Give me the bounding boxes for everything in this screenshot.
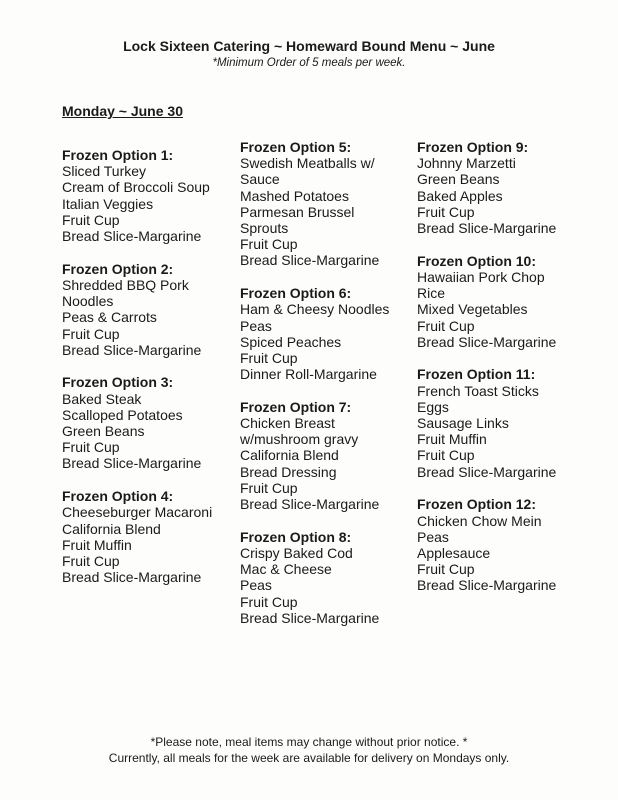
- menu-item: Ham & Cheesy Noodles: [240, 301, 390, 318]
- menu-item: Bread Slice-Margarine: [417, 220, 557, 237]
- minimum-order-note: *Minimum Order of 5 meals per week.: [212, 57, 406, 69]
- menu-item: Fruit Cup: [240, 236, 298, 253]
- menu-item: Sausage Links: [417, 415, 509, 432]
- menu-item: Fruit Cup: [417, 561, 475, 578]
- menu-item: Bread Slice-Margarine: [62, 228, 202, 245]
- menu-date-heading: Monday ~ June 30: [62, 103, 183, 119]
- menu-item: Fruit Cup: [62, 325, 120, 342]
- menu-column-3: [417, 139, 592, 610]
- menu-item: Mashed Potatoes: [240, 187, 349, 204]
- menu-item: Sliced Turkey: [62, 163, 147, 180]
- menu-item: Fruit Cup: [62, 211, 120, 228]
- menu-item: Green Beans: [417, 171, 500, 188]
- frozen-option: [62, 374, 237, 471]
- menu-item: Shredded BBQ Pork: [62, 276, 189, 293]
- page-title: Lock Sixteen Catering ~ Homeward Bound Menu ~ June: [123, 38, 495, 54]
- menu-item: Bread Slice-Margarine: [240, 609, 380, 626]
- frozen-option: [417, 496, 592, 593]
- menu-item: Peas & Carrots: [62, 309, 157, 326]
- menu-item: Spiced Peaches: [240, 333, 342, 350]
- menu-item: California Blend: [62, 520, 161, 537]
- frozen-option: [240, 399, 415, 512]
- frozen-option-title: Frozen Option 10:: [417, 252, 536, 269]
- menu-item: Rice: [417, 285, 446, 302]
- frozen-option-title: Frozen Option 4:: [62, 488, 174, 505]
- menu-item: Eggs: [417, 398, 449, 415]
- frozen-option-title: Frozen Option 6:: [240, 285, 352, 302]
- menu-item: Fruit Cup: [417, 447, 475, 464]
- menu-item: Johnny Marzetti: [417, 155, 516, 172]
- menu-item: Fruit Cup: [62, 552, 120, 569]
- menu-item: w/mushroom gravy: [240, 431, 359, 448]
- menu-item: Noodles: [62, 293, 114, 310]
- menu-item: Bread Slice-Margarine: [62, 569, 202, 586]
- frozen-option: [240, 529, 415, 626]
- frozen-option-title: Frozen Option 11:: [417, 366, 536, 383]
- menu-item: Parmesan Brussel: [240, 203, 355, 220]
- menu-column-1: [62, 147, 237, 602]
- menu-item: Fruit Cup: [240, 479, 298, 496]
- menu-item: California Blend: [240, 447, 339, 464]
- menu-item: Cream of Broccoli Soup: [62, 179, 210, 196]
- menu-item: Cheeseburger Macaroni: [62, 504, 213, 521]
- menu-item: Fruit Cup: [417, 203, 475, 220]
- menu-item: Dinner Roll-Margarine: [240, 366, 377, 383]
- frozen-option-title: Frozen Option 12:: [417, 496, 536, 513]
- frozen-option-title: Frozen Option 3:: [62, 374, 174, 391]
- menu-item: Italian Veggies: [62, 195, 154, 212]
- frozen-option: [417, 253, 592, 350]
- menu-item: French Toast Sticks: [417, 382, 539, 399]
- frozen-option: [417, 139, 592, 236]
- menu-item: Swedish Meatballs w/: [240, 155, 375, 172]
- frozen-option-title: Frozen Option 5:: [240, 139, 352, 155]
- menu-item: Fruit Cup: [240, 349, 298, 366]
- menu-item: Mixed Vegetables: [417, 301, 528, 318]
- frozen-option-title: Frozen Option 2:: [62, 260, 174, 277]
- menu-item: Fruit Muffin: [417, 431, 487, 448]
- frozen-option-title: Frozen Option 1:: [62, 147, 174, 163]
- menu-item: Bread Slice-Margarine: [62, 455, 202, 472]
- menu-item: Crispy Baked Cod: [240, 544, 353, 561]
- menu-item: Bread Slice-Margarine: [240, 252, 380, 269]
- menu-item: Peas: [240, 317, 272, 334]
- menu-item: Green Beans: [62, 423, 145, 440]
- menu-item: Fruit Cup: [240, 593, 298, 610]
- menu-item: Bread Slice-Margarine: [417, 577, 557, 594]
- menu-item: Fruit Cup: [417, 317, 475, 334]
- footer-delivery-note: Currently, all meals for the week are available for delivery on Mondays only.: [108, 751, 510, 765]
- frozen-option-title: Frozen Option 7:: [240, 398, 352, 415]
- menu-item: Fruit Cup: [62, 439, 120, 456]
- menu-item: Bread Slice-Margarine: [240, 496, 380, 513]
- frozen-option-title: Frozen Option 9:: [417, 139, 529, 155]
- menu-item: Hawaiian Pork Chop: [417, 268, 545, 285]
- menu-column-2: [240, 139, 415, 642]
- frozen-option: [62, 147, 237, 244]
- menu-item: Bread Slice-Margarine: [417, 463, 557, 480]
- menu-item: Bread Dressing: [240, 463, 337, 480]
- menu-item: Chicken Breast: [240, 415, 335, 432]
- menu-item: Sauce: [240, 171, 280, 188]
- menu-item: Bread Slice-Margarine: [62, 341, 202, 358]
- menu-item: Peas: [417, 528, 449, 545]
- frozen-option: [240, 139, 415, 269]
- frozen-option: [240, 285, 415, 382]
- menu-item: Chicken Chow Mein: [417, 512, 542, 529]
- menu-item: Mac & Cheese: [240, 561, 332, 578]
- menu-item: Fruit Muffin: [62, 536, 132, 553]
- menu-item: Sprouts: [240, 220, 289, 237]
- footer-notice: *Please note, meal items may change without prior notice. *: [150, 735, 468, 749]
- menu-item: Bread Slice-Margarine: [417, 333, 557, 350]
- menu-item: Baked Steak: [62, 390, 142, 407]
- frozen-option-title: Frozen Option 8:: [240, 528, 352, 545]
- frozen-option: [417, 366, 592, 479]
- menu-item: Applesauce: [417, 544, 491, 561]
- frozen-option: [62, 261, 237, 358]
- menu-item: Scalloped Potatoes: [62, 406, 183, 423]
- frozen-option: [62, 488, 237, 585]
- menu-item: Peas: [240, 577, 272, 594]
- menu-item: Baked Apples: [417, 187, 503, 204]
